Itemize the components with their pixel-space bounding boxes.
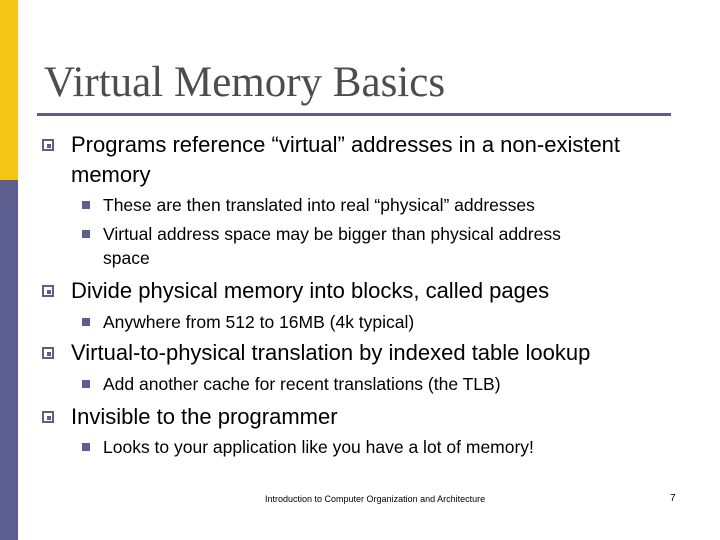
title-underline (37, 113, 671, 116)
accent-bar-bottom (0, 180, 18, 540)
sub-bullet-icon (82, 380, 90, 388)
sub-bullet-text: Add another cache for recent translations (the TLB) (103, 374, 501, 394)
slide-footer: Introduction to Computer Organization and Architecture (265, 494, 486, 504)
bullet-text-continued: memory (71, 162, 151, 187)
square-bullet-icon (42, 285, 54, 297)
bullet-text: Invisible to the programmer (71, 404, 338, 429)
accent-bar-top (0, 0, 18, 180)
sub-bullet-text: Looks to your application like you have a lot of memory! (103, 437, 534, 457)
bullet-text: Divide physical memory into blocks, called pages (71, 278, 550, 303)
bullet-text: Virtual-to-physical translation by indexed table lookup (71, 340, 591, 365)
sub-bullet-text: Anywhere from 512 to 16MB (4k typical) (103, 312, 415, 332)
sub-bullet-text: These are then translated into real “physical” addresses (103, 195, 535, 215)
page-number: 7 (670, 493, 676, 504)
sub-bullet-icon (82, 201, 90, 209)
bullet-text: Programs reference “virtual” addresses in a non-existent (71, 132, 621, 157)
sub-bullet-text: Virtual address space may be bigger than physical address (103, 224, 561, 244)
square-bullet-icon (42, 411, 54, 423)
slide-title: Virtual Memory Basics (44, 59, 446, 106)
sub-bullet-icon (82, 443, 90, 451)
square-bullet-icon (42, 347, 54, 359)
sub-bullet-icon (82, 230, 90, 238)
square-bullet-icon (42, 139, 54, 151)
sub-bullet-icon (82, 318, 90, 326)
sub-bullet-text-continued: space (103, 248, 150, 268)
